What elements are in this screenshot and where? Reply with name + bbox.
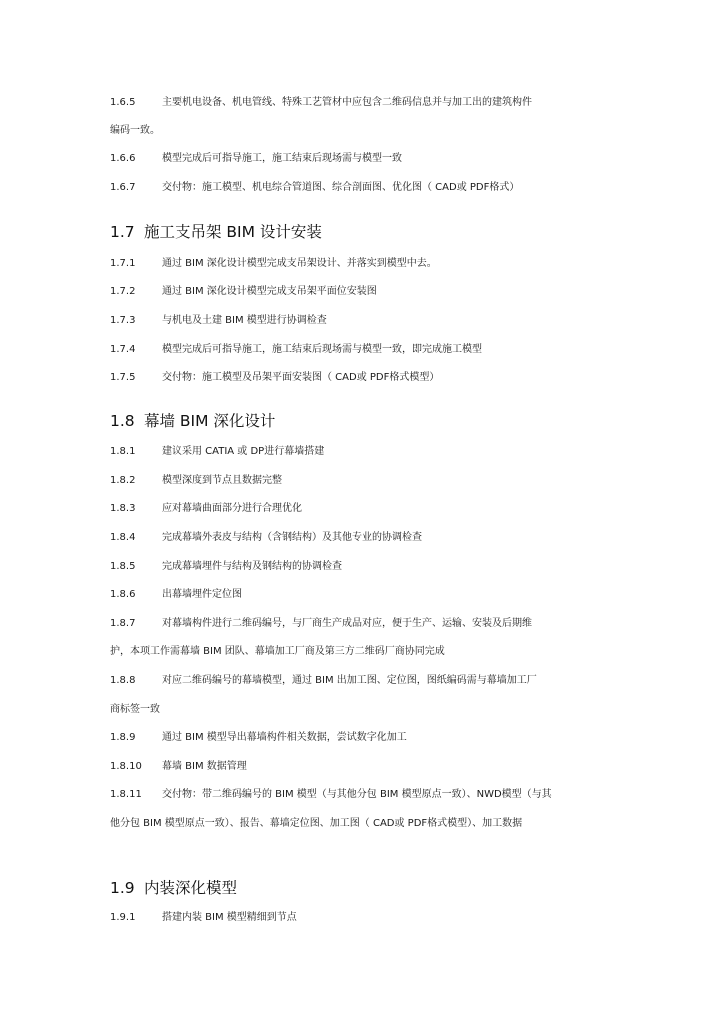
item-number: 1.7.3 [110, 315, 136, 326]
item-1-8-5 [110, 560, 614, 574]
item-1-8-2 [110, 474, 614, 488]
item-1-7-5 [110, 371, 614, 385]
item-text: 主要机电设备、机电管线、特殊工艺管材中应包含二维码信息并与加工出的建筑构件 [162, 97, 532, 108]
item-text: 幕墙 BIM 数据管理 [162, 761, 247, 772]
item-text: 通过 BIM 深化设计模型完成支吊架设计、并落实到模型中去。 [162, 258, 437, 269]
item-1-7-2 [110, 285, 614, 299]
item-1-8-7-cont [110, 645, 614, 659]
item-text: 他分包 BIM 模型原点一致）、报告、幕墙定位图、加工图（ CAD或 PDF格式模型）、加工数据 [110, 818, 523, 829]
item-1-6-5-cont [110, 124, 614, 138]
item-1-6-6 [110, 152, 614, 166]
item-1-7-1 [110, 257, 614, 271]
item-1-7-4 [110, 343, 614, 357]
item-number: 1.8.7 [110, 618, 136, 629]
item-text: 护，本项工作需幕墙 BIM 团队、幕墙加工厂商及第三方二维码厂商协同完成 [110, 646, 445, 657]
item-1-8-8-cont [110, 703, 614, 717]
item-number: 1.8.9 [110, 732, 136, 743]
item-number: 1.7.4 [110, 344, 136, 355]
heading-1-8 [110, 411, 275, 431]
item-1-8-11 [110, 788, 614, 802]
item-1-8-4 [110, 531, 614, 545]
item-text: 搭建内装 BIM 模型精细到节点 [162, 912, 297, 923]
heading-number: 1.8 [110, 412, 135, 430]
item-number: 1.8.10 [110, 761, 142, 772]
item-text: 交付物：带二维码编号的 BIM 模型（与其他分包 BIM 模型原点一致）、NWD模型（与其 [162, 789, 552, 800]
item-text: 交付物：施工模型及吊架平面安装图（ CAD或 PDF格式模型） [162, 372, 440, 383]
heading-number: 1.9 [110, 879, 135, 897]
item-1-6-5 [110, 96, 614, 110]
item-text: 应对幕墙曲面部分进行合理优化 [162, 503, 302, 514]
item-number: 1.9.1 [110, 912, 136, 923]
item-number: 1.8.5 [110, 561, 136, 572]
item-1-8-1 [110, 445, 614, 459]
item-1-8-8 [110, 674, 614, 688]
item-1-9-1 [110, 911, 614, 925]
heading-number: 1.7 [110, 223, 135, 241]
item-number: 1.7.1 [110, 258, 136, 269]
item-text: 编码一致。 [110, 125, 160, 136]
item-1-8-3 [110, 502, 614, 516]
item-number: 1.6.7 [110, 182, 136, 193]
heading-text: 内装深化模型 [144, 879, 238, 897]
item-1-8-7 [110, 617, 614, 631]
item-text: 出幕墙埋件定位图 [162, 589, 242, 600]
item-number: 1.8.1 [110, 446, 136, 457]
item-text: 完成幕墙埋件与结构及钢结构的协调检查 [162, 561, 342, 572]
item-number: 1.8.4 [110, 532, 136, 543]
heading-text: 施工支吊架 BIM 设计安装 [144, 223, 322, 241]
item-number: 1.8.2 [110, 475, 136, 486]
item-number: 1.7.5 [110, 372, 136, 383]
item-text: 模型完成后可指导施工，施工结束后现场需与模型一致，即完成施工模型 [162, 344, 482, 355]
item-text: 交付物：施工模型、机电综合管道图、综合剖面图、优化图（ CAD或 PDF格式） [162, 182, 520, 193]
item-number: 1.6.6 [110, 153, 136, 164]
item-number: 1.8.11 [110, 789, 142, 800]
heading-1-7 [110, 222, 322, 242]
item-text: 建议采用 CATIA 或 DP进行幕墙搭建 [162, 446, 325, 457]
item-text: 对应二维码编号的幕墙模型，通过 BIM 出加工图、定位图，图纸编码需与幕墙加工厂 [162, 675, 537, 686]
item-text: 通过 BIM 深化设计模型完成支吊架平面位安装图 [162, 286, 377, 297]
item-text: 商标签一致 [110, 704, 160, 715]
item-text: 模型深度到节点且数据完整 [162, 475, 282, 486]
item-number: 1.8.6 [110, 589, 136, 600]
item-number: 1.8.8 [110, 675, 136, 686]
item-1-6-7 [110, 181, 614, 195]
item-1-7-3 [110, 314, 614, 328]
item-1-8-6 [110, 588, 614, 602]
item-1-8-11-cont [110, 817, 614, 831]
item-text: 对幕墙构件进行二维码编号，与厂商生产成品对应，便于生产、运输、安装及后期维 [162, 618, 532, 629]
heading-text: 幕墙 BIM 深化设计 [144, 412, 276, 430]
item-text: 通过 BIM 模型导出幕墙构件相关数据，尝试数字化加工 [162, 732, 407, 743]
item-1-8-10 [110, 760, 614, 774]
item-text: 与机电及土建 BIM 模型进行协调检查 [162, 315, 327, 326]
item-number: 1.6.5 [110, 97, 136, 108]
item-number: 1.8.3 [110, 503, 136, 514]
item-text: 完成幕墙外表皮与结构（含钢结构）及其他专业的协调检查 [162, 532, 422, 543]
item-number: 1.7.2 [110, 286, 136, 297]
item-text: 模型完成后可指导施工，施工结束后现场需与模型一致 [162, 153, 402, 164]
item-1-8-9 [110, 731, 614, 745]
heading-1-9 [110, 878, 237, 898]
